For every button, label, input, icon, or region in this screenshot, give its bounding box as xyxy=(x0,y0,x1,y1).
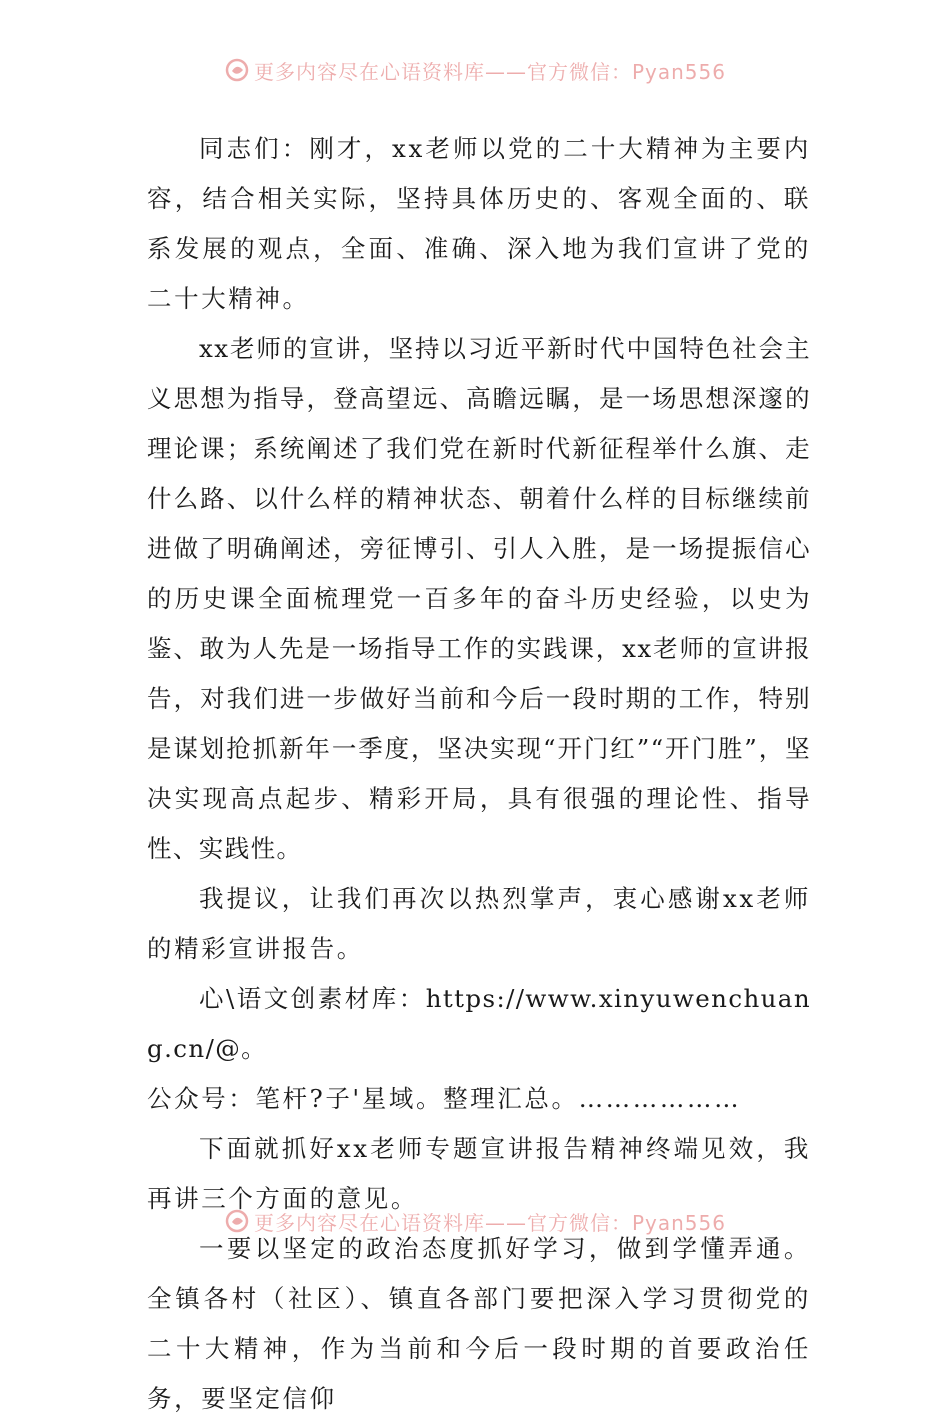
watermark-text: 更多内容尽在心语资料库——官方微信：Pyan556 xyxy=(253,1210,726,1235)
paragraph-source-site: 心\语文创素材库：https://www.xinyuwenchuang.cn/@。 xyxy=(147,984,811,1063)
paragraph-applause: 我提议，让我们再次以热烈掌声，衷心感谢xx老师的精彩宣讲报告。 xyxy=(147,884,811,963)
paragraph-source-account: 公众号：笔杆?子'星域。整理汇总。……………… xyxy=(147,1084,742,1113)
paragraph-point-one: 一要以坚定的政治态度抓好学习，做到学懂弄通。全镇各村（社区）、镇直各部门要把深入学习贯彻党的二十大精神，作为当前和今后一段时期的首要政治任务，要坚定信仰 xyxy=(147,1234,811,1413)
paragraph-transition: 下面就抓好xx老师专题宣讲报告精神终端见效，我再讲三个方面的意见。 xyxy=(147,1134,811,1213)
watermark-logo-icon xyxy=(224,57,250,83)
paragraph-evaluation: xx老师的宣讲，坚持以习近平新时代中国特色社会主义思想为指导，登高望远、高瞻远瞩，是一场思想深邃的理论课；系统阐述了我们党在新时代新征程举什么旗、走什么路、以什么样的精神状态、朝着什么样的目标继续前进做了明确阐述，旁征博引、引人入胜，是一场提振信心的历史课全面梳理党一百多年的奋斗历史经验，以史为鉴、敢为人先是一场指导工作的实践课，xx老师的宣讲报告，对我们进一步做好当前和今后一段时期的工作，特别是谋划抢抓新年一季度，坚决实现“开门红”“开门胜”，坚决实现高点起步、精彩开局，具有很强的理论性、指导性、实践性。 xyxy=(147,334,811,863)
watermark-logo-icon xyxy=(224,1208,250,1234)
footer-watermark xyxy=(0,1204,950,1238)
paragraph-opening: 同志们：刚才，xx老师以党的二十大精神为主要内容，结合相关实际，坚持具体历史的、客观全面的、联系发展的观点，全面、准确、深入地为我们宣讲了党的二十大精神。 xyxy=(147,134,811,313)
watermark-text: 更多内容尽在心语资料库——官方微信：Pyan556 xyxy=(253,59,726,84)
header-watermark xyxy=(0,53,950,87)
